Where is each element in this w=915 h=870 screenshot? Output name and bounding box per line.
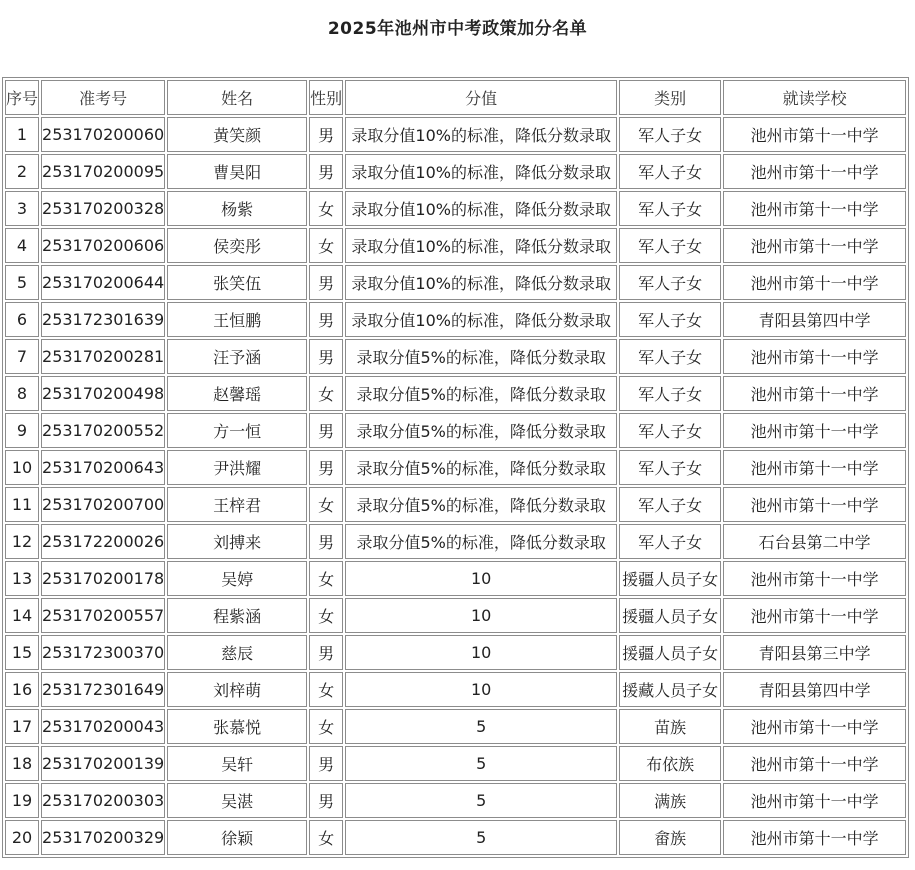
- header-score: 分值: [345, 80, 617, 115]
- cell-school: 石台县第二中学: [723, 524, 906, 559]
- cell-school: 池州市第十一中学: [723, 709, 906, 744]
- cell-seq: 4: [5, 228, 39, 263]
- cell-category: 军人子女: [619, 524, 721, 559]
- table-row: [5, 635, 906, 670]
- cell-score: 5: [345, 746, 617, 781]
- table-row: [5, 154, 906, 189]
- cell-name: 吴婷: [167, 561, 307, 596]
- cell-exam-id: 253172300370: [41, 635, 165, 670]
- table-row: [5, 265, 906, 300]
- cell-exam-id: 253170200060: [41, 117, 165, 152]
- table-row: [5, 598, 906, 633]
- cell-school: 青阳县第四中学: [723, 302, 906, 337]
- cell-gender: 女: [309, 228, 343, 263]
- cell-seq: 11: [5, 487, 39, 522]
- cell-name: 吴轩: [167, 746, 307, 781]
- cell-name: 方一恒: [167, 413, 307, 448]
- cell-score: 录取分值5%的标准，降低分数录取: [345, 524, 617, 559]
- cell-school: 池州市第十一中学: [723, 820, 906, 855]
- cell-category: 军人子女: [619, 376, 721, 411]
- header-category: 类别: [619, 80, 721, 115]
- cell-seq: 15: [5, 635, 39, 670]
- cell-gender: 男: [309, 783, 343, 818]
- cell-gender: 女: [309, 598, 343, 633]
- cell-gender: 男: [309, 450, 343, 485]
- cell-name: 曹昊阳: [167, 154, 307, 189]
- cell-category: 援藏人员子女: [619, 672, 721, 707]
- cell-name: 张笑伍: [167, 265, 307, 300]
- cell-category: 苗族: [619, 709, 721, 744]
- cell-school: 池州市第十一中学: [723, 413, 906, 448]
- table-header: [5, 80, 906, 115]
- cell-exam-id: 253170200552: [41, 413, 165, 448]
- cell-school: 池州市第十一中学: [723, 746, 906, 781]
- cell-gender: 女: [309, 672, 343, 707]
- cell-name: 刘梓萌: [167, 672, 307, 707]
- cell-exam-id: 253172200026: [41, 524, 165, 559]
- cell-exam-id: 253170200644: [41, 265, 165, 300]
- cell-exam-id: 253172301639: [41, 302, 165, 337]
- cell-category: 畲族: [619, 820, 721, 855]
- table-row: [5, 376, 906, 411]
- cell-category: 援疆人员子女: [619, 635, 721, 670]
- cell-score: 10: [345, 561, 617, 596]
- cell-category: 援疆人员子女: [619, 598, 721, 633]
- cell-category: 满族: [619, 783, 721, 818]
- cell-exam-id: 253170200329: [41, 820, 165, 855]
- cell-gender: 女: [309, 561, 343, 596]
- cell-name: 尹洪耀: [167, 450, 307, 485]
- cell-seq: 1: [5, 117, 39, 152]
- table-row: [5, 709, 906, 744]
- cell-gender: 男: [309, 746, 343, 781]
- cell-gender: 男: [309, 339, 343, 374]
- cell-gender: 男: [309, 154, 343, 189]
- table-row: [5, 783, 906, 818]
- header-row: [5, 80, 906, 115]
- cell-gender: 女: [309, 820, 343, 855]
- cell-name: 杨紫: [167, 191, 307, 226]
- cell-name: 汪予涵: [167, 339, 307, 374]
- cell-category: 援疆人员子女: [619, 561, 721, 596]
- cell-exam-id: 253170200606: [41, 228, 165, 263]
- table-row: [5, 191, 906, 226]
- cell-seq: 3: [5, 191, 39, 226]
- cell-school: 池州市第十一中学: [723, 598, 906, 633]
- cell-seq: 13: [5, 561, 39, 596]
- cell-school: 青阳县第四中学: [723, 672, 906, 707]
- table-row: [5, 487, 906, 522]
- cell-school: 池州市第十一中学: [723, 191, 906, 226]
- cell-exam-id: 253170200043: [41, 709, 165, 744]
- cell-seq: 6: [5, 302, 39, 337]
- cell-name: 黄笑颜: [167, 117, 307, 152]
- table-row: [5, 339, 906, 374]
- cell-gender: 女: [309, 191, 343, 226]
- cell-score: 录取分值5%的标准，降低分数录取: [345, 487, 617, 522]
- table-row: [5, 561, 906, 596]
- table-row: [5, 746, 906, 781]
- cell-name: 张慕悦: [167, 709, 307, 744]
- cell-score: 录取分值5%的标准，降低分数录取: [345, 376, 617, 411]
- cell-score: 5: [345, 783, 617, 818]
- table-row: [5, 672, 906, 707]
- cell-gender: 女: [309, 709, 343, 744]
- cell-school: 池州市第十一中学: [723, 228, 906, 263]
- cell-seq: 17: [5, 709, 39, 744]
- cell-score: 5: [345, 820, 617, 855]
- cell-score: 录取分值10%的标准，降低分数录取: [345, 265, 617, 300]
- cell-gender: 女: [309, 376, 343, 411]
- cell-score: 10: [345, 598, 617, 633]
- cell-exam-id: 253170200643: [41, 450, 165, 485]
- cell-category: 军人子女: [619, 450, 721, 485]
- bonus-points-table: [2, 77, 909, 858]
- cell-score: 5: [345, 709, 617, 744]
- cell-gender: 男: [309, 413, 343, 448]
- table-row: [5, 302, 906, 337]
- cell-category: 军人子女: [619, 117, 721, 152]
- cell-seq: 9: [5, 413, 39, 448]
- cell-school: 池州市第十一中学: [723, 117, 906, 152]
- page-title: 2025年池州市中考政策加分名单: [327, 19, 588, 39]
- cell-exam-id: 253170200095: [41, 154, 165, 189]
- cell-exam-id: 253170200498: [41, 376, 165, 411]
- cell-name: 赵馨瑶: [167, 376, 307, 411]
- cell-seq: 10: [5, 450, 39, 485]
- cell-name: 程紫涵: [167, 598, 307, 633]
- cell-seq: 16: [5, 672, 39, 707]
- cell-category: 军人子女: [619, 154, 721, 189]
- cell-category: 军人子女: [619, 413, 721, 448]
- cell-exam-id: 253170200700: [41, 487, 165, 522]
- cell-seq: 7: [5, 339, 39, 374]
- cell-score: 10: [345, 672, 617, 707]
- cell-exam-id: 253170200281: [41, 339, 165, 374]
- table-row: [5, 413, 906, 448]
- table-body: [5, 117, 906, 855]
- cell-score: 10: [345, 635, 617, 670]
- cell-gender: 女: [309, 487, 343, 522]
- cell-score: 录取分值5%的标准，降低分数录取: [345, 413, 617, 448]
- table-row: [5, 450, 906, 485]
- cell-category: 军人子女: [619, 191, 721, 226]
- cell-score: 录取分值5%的标准，降低分数录取: [345, 339, 617, 374]
- cell-seq: 2: [5, 154, 39, 189]
- cell-name: 侯奕彤: [167, 228, 307, 263]
- cell-name: 徐颖: [167, 820, 307, 855]
- cell-school: 池州市第十一中学: [723, 376, 906, 411]
- cell-score: 录取分值10%的标准，降低分数录取: [345, 154, 617, 189]
- cell-seq: 18: [5, 746, 39, 781]
- cell-exam-id: 253172301649: [41, 672, 165, 707]
- cell-seq: 14: [5, 598, 39, 633]
- cell-seq: 12: [5, 524, 39, 559]
- cell-exam-id: 253170200178: [41, 561, 165, 596]
- cell-exam-id: 253170200557: [41, 598, 165, 633]
- cell-school: 池州市第十一中学: [723, 450, 906, 485]
- table-row: [5, 820, 906, 855]
- cell-gender: 男: [309, 265, 343, 300]
- cell-seq: 8: [5, 376, 39, 411]
- cell-name: 慈辰: [167, 635, 307, 670]
- cell-exam-id: 253170200139: [41, 746, 165, 781]
- cell-name: 王恒鹏: [167, 302, 307, 337]
- cell-school: 池州市第十一中学: [723, 339, 906, 374]
- cell-school: 池州市第十一中学: [723, 154, 906, 189]
- cell-exam-id: 253170200328: [41, 191, 165, 226]
- cell-score: 录取分值10%的标准，降低分数录取: [345, 302, 617, 337]
- cell-category: 军人子女: [619, 228, 721, 263]
- table-container: [2, 77, 909, 858]
- cell-name: 刘搏来: [167, 524, 307, 559]
- header-gender: 性别: [309, 80, 343, 115]
- cell-school: 池州市第十一中学: [723, 783, 906, 818]
- cell-category: 军人子女: [619, 487, 721, 522]
- table-row: [5, 524, 906, 559]
- header-school: 就读学校: [723, 80, 906, 115]
- cell-school: 青阳县第三中学: [723, 635, 906, 670]
- cell-score: 录取分值10%的标准，降低分数录取: [345, 228, 617, 263]
- cell-seq: 19: [5, 783, 39, 818]
- cell-seq: 5: [5, 265, 39, 300]
- cell-school: 池州市第十一中学: [723, 561, 906, 596]
- cell-name: 吴湛: [167, 783, 307, 818]
- cell-seq: 20: [5, 820, 39, 855]
- cell-score: 录取分值5%的标准，降低分数录取: [345, 450, 617, 485]
- cell-category: 军人子女: [619, 302, 721, 337]
- cell-school: 池州市第十一中学: [723, 487, 906, 522]
- cell-category: 军人子女: [619, 265, 721, 300]
- cell-category: 军人子女: [619, 339, 721, 374]
- header-seq: 序号: [5, 80, 39, 115]
- table-row: [5, 228, 906, 263]
- cell-exam-id: 253170200303: [41, 783, 165, 818]
- table-row: [5, 117, 906, 152]
- cell-school: 池州市第十一中学: [723, 265, 906, 300]
- cell-gender: 男: [309, 117, 343, 152]
- cell-name: 王梓君: [167, 487, 307, 522]
- cell-gender: 男: [309, 635, 343, 670]
- cell-category: 布依族: [619, 746, 721, 781]
- cell-gender: 男: [309, 524, 343, 559]
- cell-score: 录取分值10%的标准，降低分数录取: [345, 117, 617, 152]
- cell-gender: 男: [309, 302, 343, 337]
- cell-score: 录取分值10%的标准，降低分数录取: [345, 191, 617, 226]
- header-name: 姓名: [167, 80, 307, 115]
- header-exam-id: 准考号: [41, 80, 165, 115]
